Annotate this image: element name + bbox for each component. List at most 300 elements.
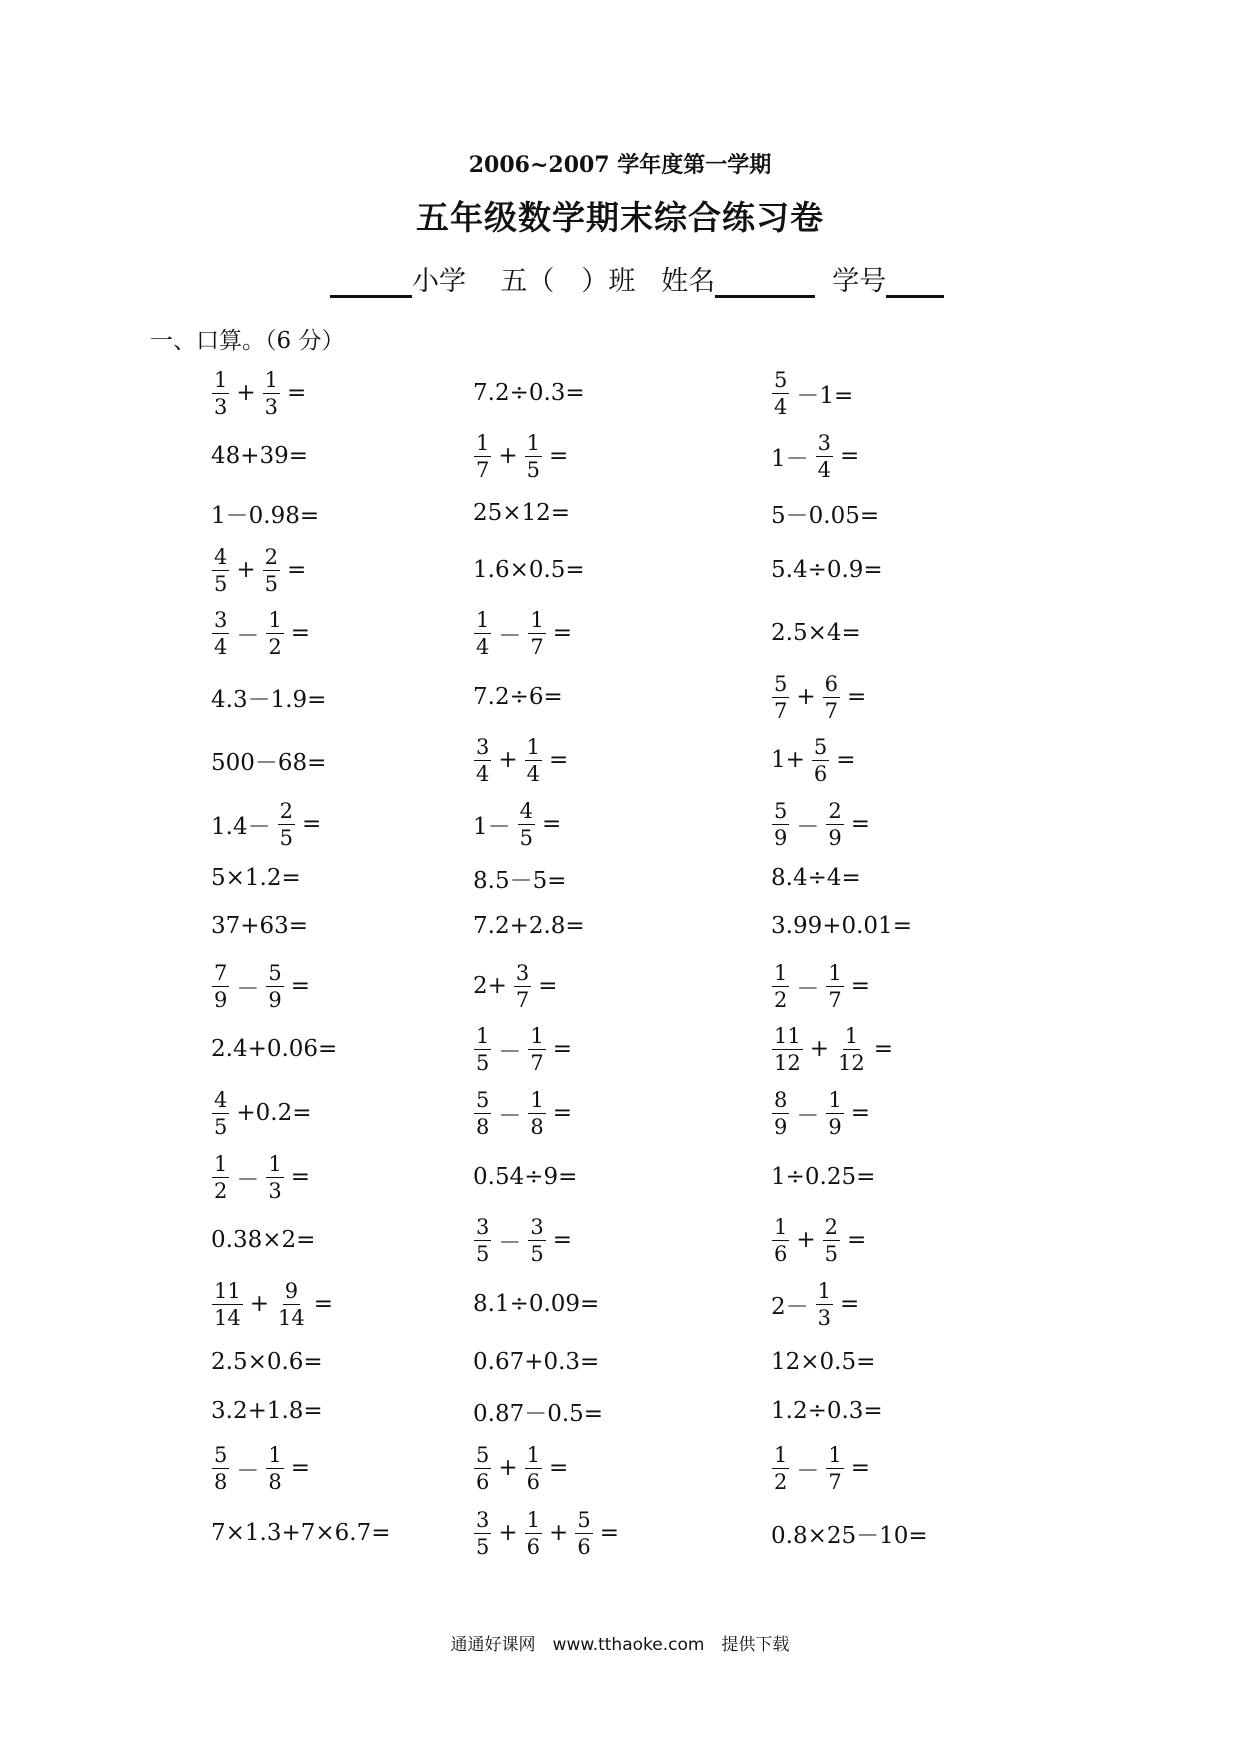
expression-text: － [236,1166,260,1193]
problem-4-2 [470,540,588,600]
numerator: 2 [279,798,293,823]
fraction [212,1151,229,1204]
numerator: 1 [530,607,544,632]
expression-text: = [290,620,311,646]
denominator: 5 [214,571,228,596]
fraction [772,367,789,420]
expression-text: 0.38×2= [211,1227,316,1253]
problem-16-2 [470,1274,602,1334]
expression-text: 5.4÷0.9= [771,557,883,583]
fraction [816,430,833,483]
numerator: 1 [526,1442,541,1467]
problem-14-3 [768,1147,878,1207]
denominator: 2 [774,987,788,1012]
expression-text: + [549,1520,569,1546]
problem-8-2 [470,794,564,854]
fraction [823,1214,840,1267]
numerator: 1 [844,1023,859,1048]
fraction [826,1442,843,1495]
fraction [772,671,789,724]
problem-7-2 [470,730,571,790]
expression-text: 1－ [473,813,511,840]
numerator: 1 [264,367,279,392]
fraction [266,1442,283,1495]
fraction [826,798,843,851]
fraction [514,960,531,1013]
denominator: 8 [476,1114,490,1139]
denominator: 7 [824,698,839,723]
problem-11-2 [470,956,561,1016]
denominator: 7 [774,698,788,723]
expression-text: 2.5×0.6= [211,1349,323,1375]
problem-11-3 [768,956,873,1016]
expression-text: = [287,557,307,583]
numerator: 2 [824,1214,839,1239]
expression-text: 7×1.3+7×6.7= [211,1520,391,1546]
problem-12-3 [768,1019,896,1079]
expression-text: － [236,1457,260,1484]
numerator: 1 [268,1151,282,1176]
denominator: 7 [530,634,544,659]
denominator: 5 [519,825,534,850]
fraction [263,544,280,597]
numerator: 1 [817,1278,832,1303]
denominator: 5 [264,571,279,596]
expression-text: = [287,380,307,406]
fraction [772,1087,789,1140]
expression-text: 37+63= [211,913,309,939]
expression-text: = [850,973,871,999]
problem-20-2 [470,1503,622,1563]
numerator: 6 [824,671,839,696]
expression-text: = [873,1036,894,1062]
fraction [823,671,840,724]
expression-text: 500－68= [211,749,327,776]
numerator: 1 [476,607,490,632]
denominator: 3 [264,394,279,419]
expression-text: = [552,1036,573,1062]
fraction [212,544,229,597]
problem-6-3 [768,667,869,727]
expression-text: = [552,1100,573,1126]
problem-20-3 [768,1503,931,1563]
fraction [278,798,295,851]
fraction [525,1507,542,1560]
expression-text: 7.2÷6= [473,684,563,710]
fraction [266,607,283,660]
problem-3-1 [208,483,322,543]
problem-18-1 [208,1381,326,1441]
expression-text: + [796,684,816,710]
expression-text: 25×12= [473,500,571,526]
expression-text: 0.67+0.3= [473,1349,600,1375]
denominator: 2 [214,1178,228,1203]
problem-15-2 [470,1210,575,1270]
expression-text: = [836,747,856,773]
denominator: 6 [577,1534,591,1559]
expression-text: = [850,1100,871,1126]
denominator: 2 [774,1469,788,1494]
expression-text: － [236,622,260,649]
numerator: 5 [214,1442,228,1467]
expression-text: = [290,1455,311,1481]
expression-text: － [498,1102,522,1129]
problem-8-3 [768,794,873,854]
expression-text: 2－ [771,1293,809,1320]
fraction [525,430,542,483]
expression-text: 1－0.98= [211,502,320,529]
expression-text: 1.2÷0.3= [771,1398,883,1424]
problem-19-2 [470,1438,571,1498]
expression-text: － [796,1102,820,1129]
problem-2-3 [768,426,862,486]
fraction [263,367,280,420]
denominator: 14 [278,1305,305,1330]
numerator: 11 [774,1023,801,1048]
expression-text: = [538,973,558,999]
fraction [474,1087,491,1140]
expression-text: = [542,811,562,837]
expression-text: = [313,1291,334,1317]
denominator: 7 [515,987,530,1012]
expression-text: = [840,443,860,469]
expression-text: － [796,975,820,1002]
denominator: 6 [526,1534,541,1559]
expression-text: 5×1.2= [211,865,301,891]
fraction [474,1507,491,1560]
expression-text: － [236,975,260,1002]
problem-2-1 [208,426,311,486]
expression-text: = [290,973,311,999]
denominator: 6 [476,1469,490,1494]
class-label: 五（ ）班 [500,266,636,297]
numerator: 9 [284,1278,299,1303]
numerator: 5 [577,1507,591,1532]
problem-12-1 [208,1019,340,1079]
fraction [474,734,491,787]
problem-14-1 [208,1147,313,1207]
expression-text: + [796,1227,816,1253]
denominator: 4 [774,394,788,419]
expression-text: = [847,1227,867,1253]
problem-13-3 [768,1083,873,1143]
denominator: 9 [774,1114,788,1139]
problem-8-1 [208,794,324,854]
denominator: 5 [476,1534,490,1559]
problem-18-2 [470,1381,606,1441]
expression-text: 1+ [771,747,805,773]
fraction [212,1442,229,1495]
fraction [474,430,491,483]
numerator: 1 [828,1087,842,1112]
numerator: 1 [828,960,842,985]
fraction [266,960,283,1013]
numerator: 2 [264,544,279,569]
numerator: 1 [476,430,490,455]
denominator: 9 [268,987,282,1012]
problem-7-1 [208,730,329,790]
expression-text: = [549,443,569,469]
fraction [772,1442,789,1495]
expression-text: － [498,1229,522,1256]
expression-text: 1.6×0.5= [473,557,585,583]
expression-text: = [840,1291,860,1317]
expression-text: 2.5×4= [771,620,861,646]
expression-text: － [796,813,820,840]
denominator: 12 [774,1050,801,1075]
fraction [528,1214,545,1267]
fraction [266,1151,283,1204]
expression-text: = [290,1164,311,1190]
numerator: 3 [817,430,832,455]
expression-text: 0.54÷9= [473,1164,578,1190]
fraction [212,607,229,660]
denominator: 3 [817,1305,832,1330]
denominator: 9 [828,825,842,850]
problem-10-2 [470,896,588,956]
expression-text: + [498,1520,518,1546]
denominator: 9 [214,987,228,1012]
denominator: 4 [476,634,490,659]
fraction [212,1278,243,1331]
fraction [772,1023,803,1076]
expression-text: 2.4+0.06= [211,1036,338,1062]
numerator: 1 [214,1151,228,1176]
numerator: 1 [774,1214,788,1239]
expression-text: － [498,622,522,649]
section-heading: 一、口算。（6 分） [150,328,345,354]
expression-text: + [236,557,256,583]
problem-15-1 [208,1210,318,1270]
name-label: 姓名 [661,266,716,297]
name-blank[interactable] [715,265,815,298]
numerator: 3 [476,734,490,759]
fraction [525,1442,542,1495]
numerator: 1 [530,1023,544,1048]
fraction [826,1087,843,1140]
numerator: 1 [526,734,541,759]
id-blank[interactable] [886,265,944,298]
problem-4-3 [768,540,886,600]
numerator: 5 [774,671,788,696]
numerator: 1 [268,607,282,632]
fraction [474,1214,491,1267]
fraction [826,960,843,1013]
denominator: 4 [214,634,228,659]
expression-text: = [850,1455,871,1481]
denominator: 4 [526,761,541,786]
denominator: 3 [214,394,228,419]
problem-15-3 [768,1210,869,1270]
denominator: 5 [530,1241,544,1266]
problem-14-2 [470,1147,580,1207]
numerator: 1 [476,1023,490,1048]
expression-text: + [809,1036,830,1062]
problem-2-2 [470,426,571,486]
expression-text: 8.4÷4= [771,865,861,891]
numerator: 4 [519,798,534,823]
numerator: 3 [476,1214,490,1239]
problem-7-3 [768,730,859,790]
numerator: 1 [526,1507,541,1532]
numerator: 2 [828,798,842,823]
school-blank[interactable] [330,265,412,298]
problem-12-2 [470,1019,575,1079]
denominator: 4 [476,761,490,786]
expression-text: 1－ [771,445,809,472]
denominator: 5 [824,1241,839,1266]
expression-text: 4.3－1.9= [211,686,327,713]
expression-text: = [301,811,322,837]
exam-term: 2006~2007 学年度第一学期 [468,152,772,178]
problem-13-1 [208,1083,315,1143]
numerator: 3 [515,960,530,985]
expression-text: 1÷0.25= [771,1164,876,1190]
numerator: 5 [268,960,282,985]
denominator: 3 [268,1178,282,1203]
expression-text: 1.4－ [211,813,271,840]
denominator: 5 [476,1241,490,1266]
expression-text: 5－0.05= [771,502,880,529]
fraction [525,734,542,787]
numerator: 1 [526,430,541,455]
problem-16-1 [208,1274,336,1334]
denominator: 9 [774,825,788,850]
fraction [772,798,789,851]
problem-3-2 [470,483,573,543]
expression-text: + [249,1291,270,1317]
fraction [474,607,491,660]
numerator: 5 [813,734,828,759]
denominator: 5 [214,1114,228,1139]
fraction [474,1023,491,1076]
problem-10-1 [208,896,311,956]
numerator: 3 [476,1507,490,1532]
numerator: 1 [774,960,788,985]
numerator: 1 [268,1442,282,1467]
numerator: 3 [214,607,228,632]
numerator: 5 [774,798,788,823]
fraction [528,1087,545,1140]
fraction [276,1278,307,1331]
exam-title: 五年级数学期末综合练习卷 [416,198,824,237]
denominator: 4 [817,457,832,482]
expression-text: 8.5－5= [473,867,567,894]
expression-text: 48+39= [211,443,309,469]
fraction [575,1507,592,1560]
problem-19-3 [768,1438,873,1498]
expression-text: 12×0.5= [771,1349,876,1375]
expression-text: 8.1÷0.09= [473,1291,600,1317]
fraction [528,607,545,660]
expression-text: = [599,1520,619,1546]
numerator: 5 [476,1442,490,1467]
expression-text: 7.2÷0.3= [473,380,585,406]
expression-text: + [498,747,518,773]
problem-19-1 [208,1438,313,1498]
denominator: 6 [774,1241,788,1266]
fraction [474,1442,491,1495]
numerator: 8 [774,1087,788,1112]
expression-text: 7.2+2.8= [473,913,585,939]
denominator: 9 [828,1114,842,1139]
denominator: 8 [530,1114,544,1139]
denominator: 8 [214,1469,228,1494]
denominator: 5 [279,825,293,850]
numerator: 11 [214,1278,241,1303]
expression-text: = [847,684,867,710]
expression-text: 0.8×25－10= [771,1522,928,1549]
problem-16-3 [768,1274,862,1334]
denominator: 6 [813,761,828,786]
fraction [816,1278,833,1331]
expression-text: + [236,380,256,406]
problem-13-2 [470,1083,575,1143]
denominator: 12 [838,1050,865,1075]
numerator: 5 [476,1087,490,1112]
fraction [518,798,535,851]
problem-6-1 [208,667,329,727]
problem-20-1 [208,1503,394,1563]
expression-text: = [549,747,569,773]
expression-text: + [498,443,518,469]
problem-4-1 [208,540,309,600]
numerator: 1 [828,1442,842,1467]
school-label: 小学 [412,266,466,297]
expression-text: = [552,1227,573,1253]
denominator: 7 [828,1469,842,1494]
problem-18-3 [768,1381,886,1441]
fraction [212,367,229,420]
expression-text: = [552,620,573,646]
fraction [528,1023,545,1076]
id-label: 学号 [832,266,887,297]
fraction [812,734,829,787]
expression-text: －1= [796,382,854,409]
fraction [212,960,229,1013]
fraction [212,1087,229,1140]
numerator: 4 [214,544,228,569]
numerator: 4 [214,1087,228,1112]
expression-text: 3.2+1.8= [211,1398,323,1424]
denominator: 7 [828,987,842,1012]
denominator: 7 [476,457,490,482]
problem-1-2 [470,363,588,423]
expression-text: 3.99+0.01= [771,913,912,939]
numerator: 3 [530,1214,544,1239]
student-info-line [330,258,944,298]
problem-5-1 [208,603,313,663]
problem-1-1 [208,363,309,423]
problem-10-3 [768,896,915,956]
expression-text: = [850,811,871,837]
denominator: 7 [530,1050,544,1075]
expression-text: 0.87－0.5= [473,1400,604,1427]
fraction [836,1023,867,1076]
denominator: 8 [268,1469,282,1494]
denominator: 5 [526,457,541,482]
expression-text: +0.2= [236,1100,312,1126]
expression-text: － [796,1457,820,1484]
fraction [772,960,789,1013]
numerator: 1 [530,1087,544,1112]
problem-6-2 [470,667,566,727]
expression-text: + [498,1455,518,1481]
numerator: 5 [774,367,788,392]
expression-text: － [498,1038,522,1065]
expression-text: 2+ [473,973,507,999]
denominator: 2 [268,634,282,659]
